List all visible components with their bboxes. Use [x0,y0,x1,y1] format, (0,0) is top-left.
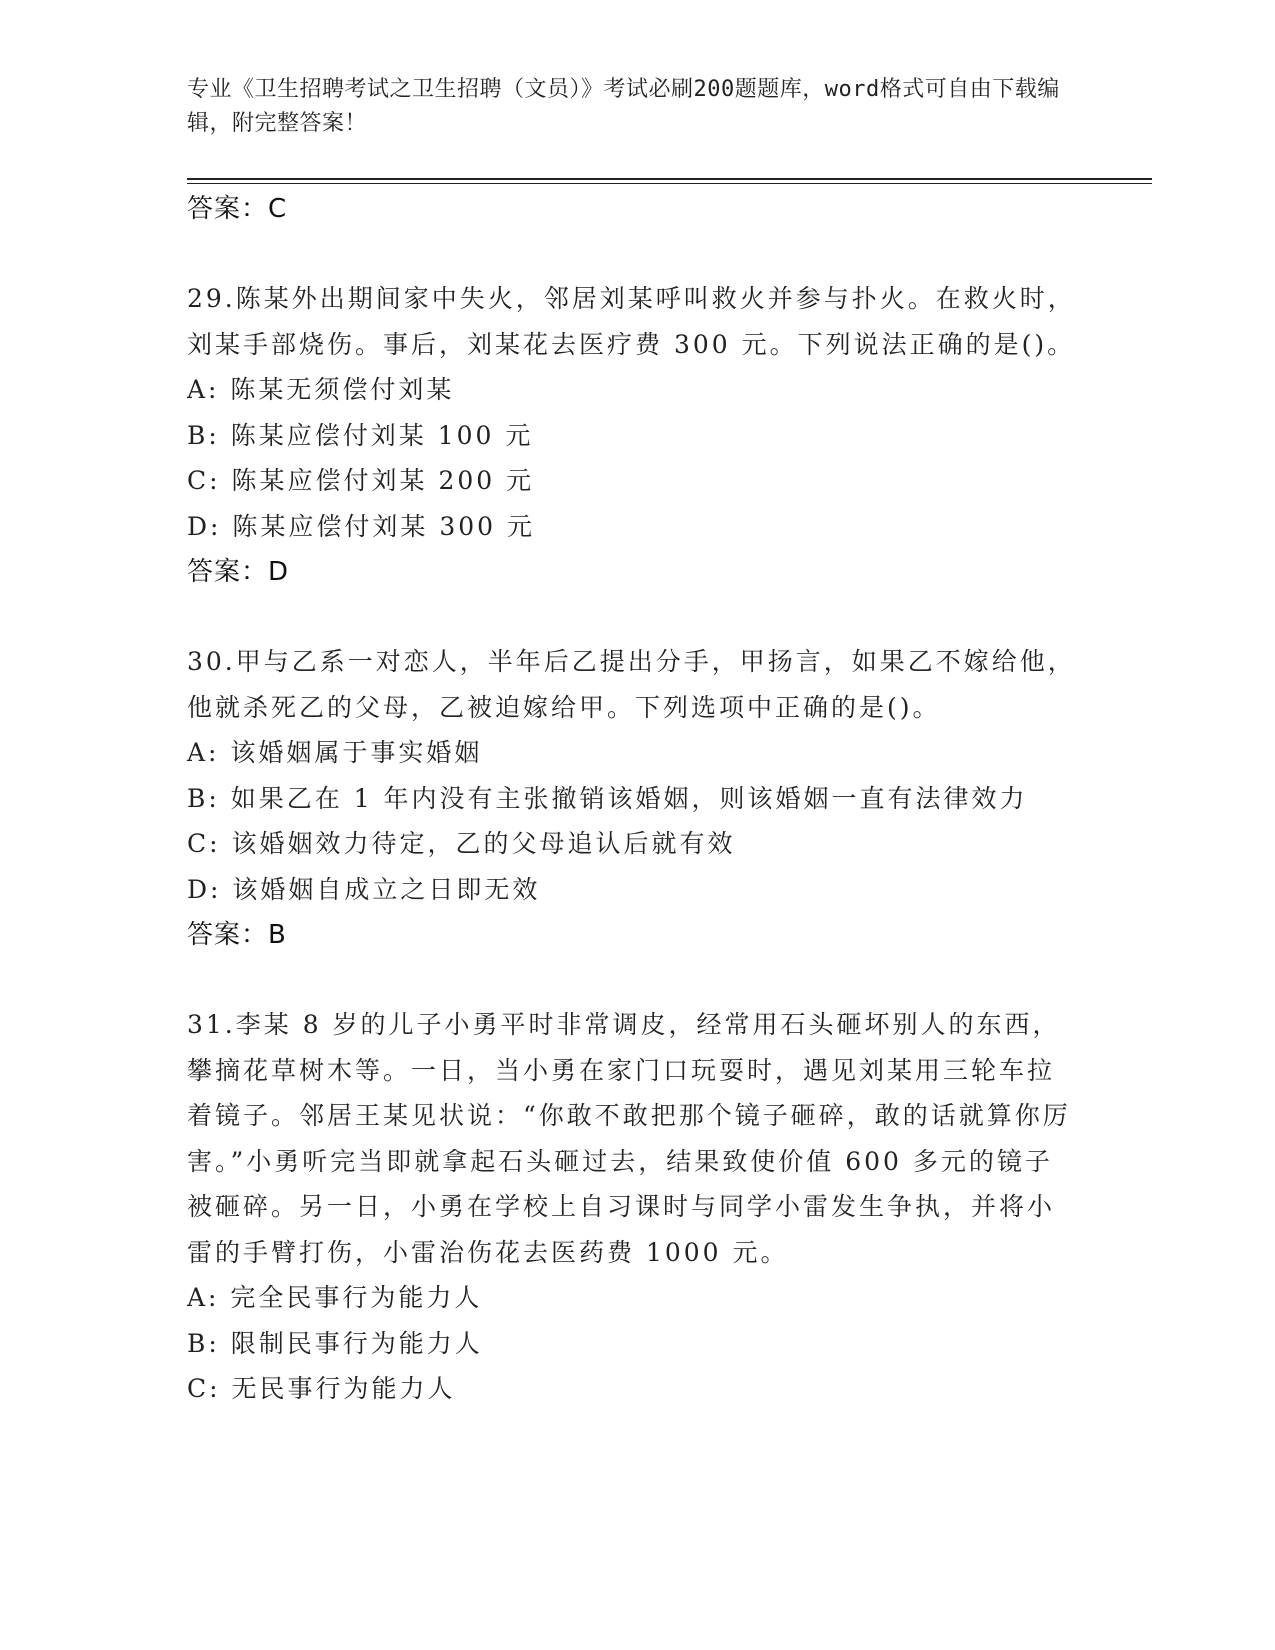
answer-line: 答案：D [187,557,290,587]
question-31 [187,1002,1077,1412]
option-b: B: 限制民事行为能力人 [187,1328,483,1358]
option-a: A: 该婚姻属于事实婚姻 [187,738,483,767]
option-c: C: 陈某应偿付刘某 200 元 [187,466,535,495]
option-b: B: 陈某应偿付刘某 100 元 [187,420,534,450]
answer-line: 答案：B [187,920,287,950]
question-29 [187,276,1077,595]
question-30 [187,639,1077,958]
question-stem: 30.甲与乙系一对恋人，半年后乙提出分手，甲扬言，如果乙不嫁给他，他就杀死乙的父母，乙被迫嫁给甲。下列选项中正确的是()。 [187,647,1076,722]
answer-line: 答案：C [187,194,288,224]
question-stem: 31.李某 8 岁的儿子小勇平时非常调皮，经常用石头砸坏别人的东西，攀摘花草树木等。一日，当小勇在家门口玩耍时，遇见刘某用三轮车拉着镜子。邻居王某见状说：“你敢不敢把那个镜子砸碎，敢的话就算你厉害。”小勇听完当即就拿起石头砸过去，结果致使价值 600 多元的镜子被砸碎。另一日，小勇在学校上自习课时与同学小雷发生争执，并将小雷的手臂打伤，小雷治伤花去医药费 1000 元。 [187,1010,1071,1267]
option-a: A: 陈某无须偿付刘某 [187,375,455,404]
option-a: A: 完全民事行为能力人 [187,1283,483,1312]
page-header: 专业《卫生招聘考试之卫生招聘（文员）》考试必刷200题题库，word格式可自由下载编辑，附完整答案！ [187,77,1060,136]
option-c: C: 该婚姻效力待定，乙的父母追认后就有效 [187,829,736,858]
question-stem: 29.陈某外出期间家中失火，邻居刘某呼叫救火并参与扑火。在救火时，刘某手部烧伤。事后，刘某花去医疗费 300 元。下列说法正确的是()。 [187,284,1076,359]
document-body [187,186,1077,1412]
option-b: B: 如果乙在 1 年内没有主张撤销该婚姻，则该婚姻一直有法律效力 [187,783,1028,813]
header-rule-thick [187,178,1152,180]
option-d: D: 该婚姻自成立之日即无效 [187,874,541,904]
option-c: C: 无民事行为能力人 [187,1374,456,1403]
header-rule-thin [187,183,1152,184]
option-d: D: 陈某应偿付刘某 300 元 [187,511,536,541]
